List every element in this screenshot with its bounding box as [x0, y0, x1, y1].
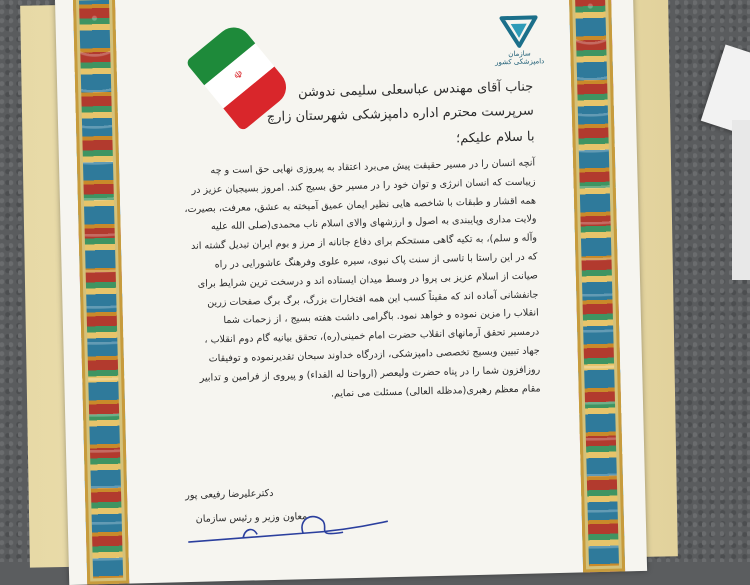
body-line: وآله و سلم)، به تکیه گاهی مستحکم برای دفاع جانانه از مرز و بوم ایران تبدیل گشته اند: [190, 232, 538, 253]
vet-organization-logo-icon: [491, 13, 546, 50]
signer-name: دکترعلیرضا رفیعی پور: [185, 487, 274, 502]
decorative-border-right: [569, 0, 625, 572]
logo-text: سازمان دامپزشکی کشور: [494, 49, 545, 67]
body-line: صیانت از اسلام عزیز بی پروا در وسط میدان ایستاده اند و درسخت ترین شرایط برای: [197, 270, 539, 290]
body-line: آنچه انسان را در مسیر حقیقت پیش می‌برد اعتقاد به پیروزی نهایی حق است و چه: [210, 157, 536, 177]
recipient-name: جناب آقای مهندس عباسعلی سلیمی ندوشن: [297, 79, 534, 101]
salutation: با سلام علیکم؛: [455, 129, 535, 147]
flag-emblem-icon: ☫: [232, 68, 246, 83]
handwritten-signature-icon: [182, 497, 393, 552]
letter-text: [143, 75, 541, 408]
letter-body: [145, 154, 541, 408]
body-line: که در این راستا با تاسی از سنت پاک نبوی، سیره علوی وفرهنگ عاشورایی در راه: [214, 251, 538, 271]
body-line: همه اقشار و طبقات با شاخصه هایی نظیر ایمان عمیق آمیخته به عشق، معرفت، بصیرت،: [184, 195, 537, 215]
letter-paper: [55, 0, 647, 585]
body-line: جهاد تبیین وبسیج تخصصی دامپزشکی، ازدرگاه خداوند سبحان تقدیرنموده و توفیقات: [208, 345, 540, 365]
body-line: جانفشانی آماده اند که مقیناً کسب این همه افتخارات بزرگ، برگ برگ صفحات زرین: [207, 289, 539, 309]
organization-logo: [491, 13, 546, 74]
decorative-border-left: [73, 0, 129, 585]
background-paper-edge: [732, 120, 750, 280]
signer-title: معاون وزیر و رئیس سازمان: [195, 511, 308, 525]
body-line: مقام معظم رهبری(مدظله العالی) مسئلت می نمایم.: [330, 382, 541, 400]
body-line: انقلاب را مزین نموده و خواهد نمود. باگرامی داشت هفته بسیج ، از زحمات شما: [223, 307, 539, 327]
body-line: زیباست که انسان انرژی و توان خود را در مسیر حق بسیج کند. امروز بسیجیان عزیز در: [191, 176, 536, 196]
body-line: ولایت مداری وپایبندی به اصول و ارزشهای والای اسلام ناب محمدی(صلی الله علیه: [210, 213, 537, 233]
body-line: درمسیر تحقق آرمانهای انقلاب حضرت امام خمینی(ره)، تحقق بیانیه گام دوم انقلاب ،: [204, 326, 540, 346]
body-line: روزافزون شما را در پناه حضرت ولیعصر (ارواحنا له الفداء) و پیروی از فرامین و تدابیر: [199, 364, 541, 384]
recipient-title: سرپرست محترم اداره دامپزشکی شهرستان زارچ: [266, 103, 535, 126]
